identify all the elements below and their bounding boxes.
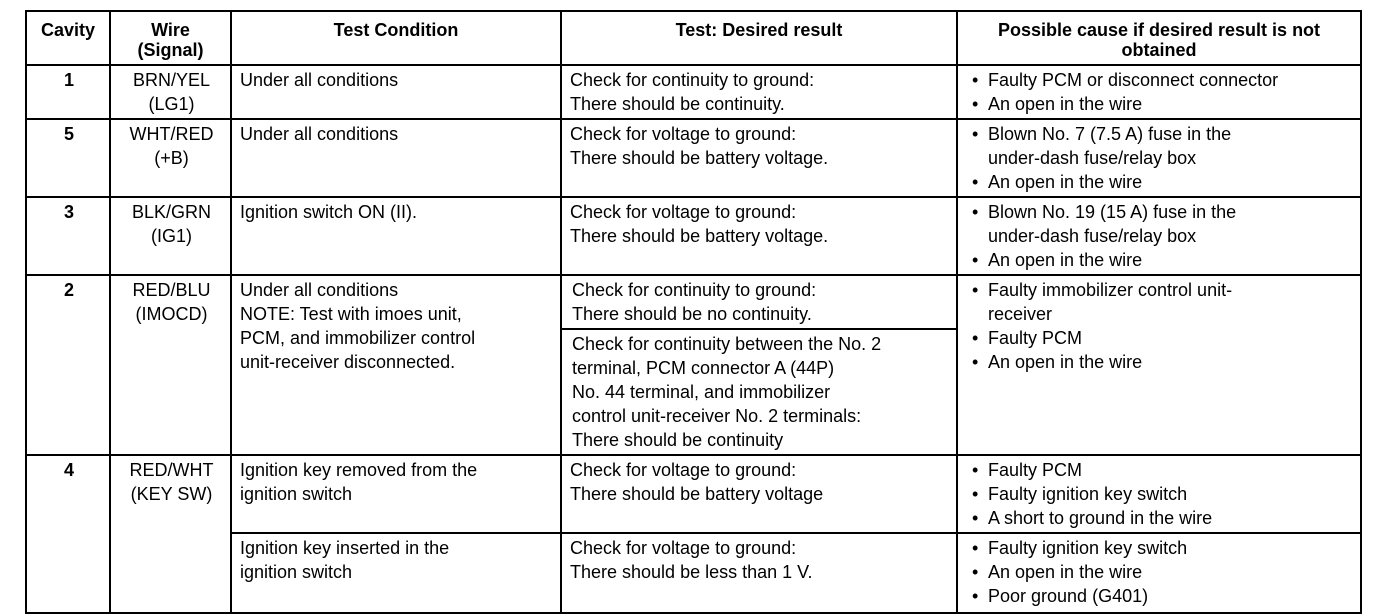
result-subcell: Check for continuity between the No. 2 terminal, PCM connector A (44P) No. 44 terminal, and immobilizer control unit-receiver No. 2 terminals: There should be continuity <box>562 328 956 454</box>
table-row <box>26 119 1361 197</box>
list-item: • Blown No. 19 (15 A) fuse in the under-dash fuse/relay box <box>972 202 1237 246</box>
table-row <box>26 455 1361 533</box>
result-subcell: Check for continuity to ground: There should be no continuity. <box>572 280 817 324</box>
result-cell: Check for continuity to ground: There should be continuity. <box>561 65 957 119</box>
cavity-cell: 2 <box>26 275 110 455</box>
connector-test-table <box>25 10 1362 614</box>
cause-cell <box>957 455 1361 533</box>
table-row <box>26 65 1361 119</box>
header-wire: Wire (Signal) <box>110 11 231 65</box>
wire-cell: RED/BLU (IMOCD) <box>110 275 231 455</box>
result-cell: Check for voltage to ground: There should be battery voltage. <box>561 119 957 197</box>
header-cavity: Cavity <box>26 11 110 65</box>
wire-cell: RED/WHT (KEY SW) <box>110 455 231 613</box>
list-item: • Faulty PCM <box>972 328 1083 348</box>
condition-cell: Under all conditions <box>231 65 561 119</box>
header-possible-cause: Possible cause if desired result is not obtained <box>957 11 1361 65</box>
header-test-condition: Test Condition <box>231 11 561 65</box>
list-item: • An open in the wire <box>972 94 1143 114</box>
result-cell: Check for voltage to ground: There should be battery voltage <box>561 455 957 533</box>
condition-cell: Under all conditions NOTE: Test with imoes unit, PCM, and immobilizer control unit-receiver disconnected. <box>231 275 561 455</box>
cause-cell <box>957 197 1361 275</box>
cause-cell <box>957 119 1361 197</box>
result-cell <box>561 275 957 455</box>
condition-cell: Ignition key inserted in the ignition switch <box>231 533 561 613</box>
cavity-cell: 5 <box>26 119 110 197</box>
list-item: • An open in the wire <box>972 250 1143 270</box>
list-item: • Faulty immobilizer control unit- receiver <box>972 280 1233 324</box>
condition-cell: Ignition key removed from the ignition switch <box>231 455 561 533</box>
result-cell: Check for voltage to ground: There should be less than 1 V. <box>561 533 957 613</box>
wire-cell: BRN/YEL (LG1) <box>110 65 231 119</box>
troubleshooting-page <box>25 10 1362 614</box>
cavity-cell: 3 <box>26 197 110 275</box>
list-item: • Poor ground (G401) <box>972 586 1149 606</box>
wire-cell: BLK/GRN (IG1) <box>110 197 231 275</box>
list-item: • An open in the wire <box>972 172 1143 192</box>
list-item: • Faulty ignition key switch <box>972 484 1188 504</box>
list-item: • Faulty PCM <box>972 460 1083 480</box>
wire-cell: WHT/RED (+B) <box>110 119 231 197</box>
cause-cell <box>957 533 1361 613</box>
list-item: • Faulty ignition key switch <box>972 538 1188 558</box>
condition-cell: Ignition switch ON (II). <box>231 197 561 275</box>
list-item: • Blown No. 7 (7.5 A) fuse in the under-dash fuse/relay box <box>972 124 1232 168</box>
header-row <box>26 11 1361 65</box>
condition-cell: Under all conditions <box>231 119 561 197</box>
list-item: • An open in the wire <box>972 352 1143 372</box>
table-row <box>26 197 1361 275</box>
cause-cell <box>957 65 1361 119</box>
result-cell: Check for voltage to ground: There should be battery voltage. <box>561 197 957 275</box>
header-desired-result: Test: Desired result <box>561 11 957 65</box>
list-item: • Faulty PCM or disconnect connector <box>972 70 1279 90</box>
cavity-cell: 4 <box>26 455 110 613</box>
cavity-cell: 1 <box>26 65 110 119</box>
table-row <box>26 275 1361 455</box>
cause-cell <box>957 275 1361 455</box>
list-item: • An open in the wire <box>972 562 1143 582</box>
list-item: • A short to ground in the wire <box>972 508 1213 528</box>
